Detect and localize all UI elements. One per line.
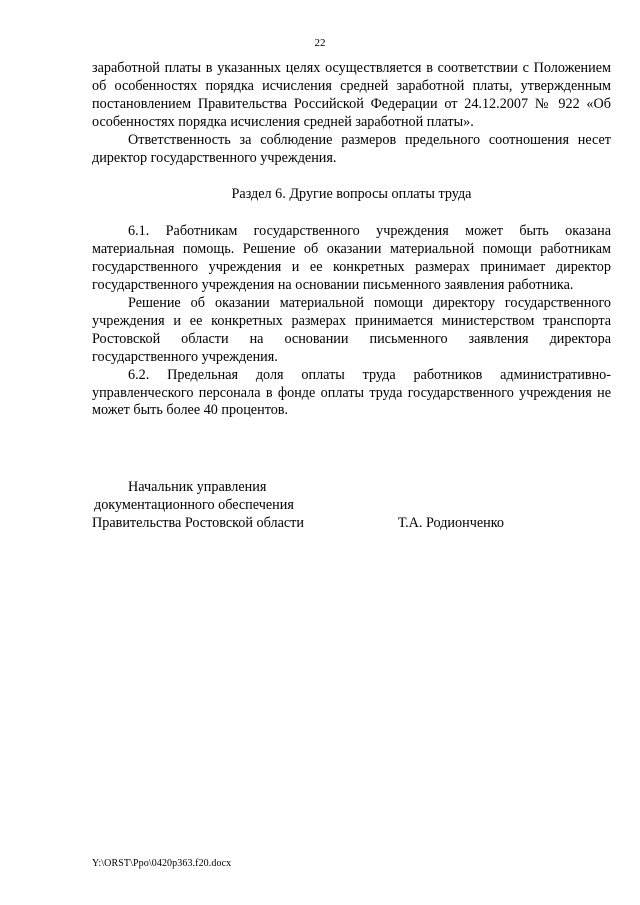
paragraph-continued: заработной платы в указанных целях осуществляется в соответствии с Положением об особенностях порядка исчисления средней заработной платы, утвержденным постановлением Правительства Российской Федерации от 24.12.2007 № 922 «Об особенностях порядка исчисления средней заработной платы».	[92, 60, 611, 130]
signature-row	[92, 514, 504, 532]
paragraph-responsibility: Ответственность за соблюдение размеров предельного соотношения несет директор государственного учреждения.	[92, 131, 611, 166]
signature-title-line-2: документационного обеспечения	[94, 497, 294, 513]
signatory-name: Т.А. Родионченко	[397, 515, 504, 531]
paragraph-6-1: 6.1. Работникам государственного учреждения может быть оказана материальная помощь. Решение об оказании материальной помощи работникам государственного учреждения и ее конкретных размерах принимает директор государственного учреждения на основании письменного заявления работника.	[92, 223, 611, 294]
signature-block	[92, 478, 611, 532]
page-number: 22	[314, 37, 326, 49]
paragraph-director-aid: Решение об оказании материальной помощи директору государственного учреждения и ее конкретных размерах принимается министерством транспорта Ростовской области на основании письменного заявления директора государственного учреждения.	[92, 294, 611, 365]
signature-title-line-1: Начальник управления	[128, 479, 267, 495]
footer-file-path: Y:\ORST\Ppo\0420p363.f20.docx	[92, 858, 232, 869]
section-heading: Раздел 6. Другие вопросы оплаты труда	[231, 186, 472, 203]
signature-title-line-3: Правительства Ростовской области	[92, 515, 304, 531]
paragraph-6-2: 6.2. Предельная доля оплаты труда работников административно-управленческого персонала в фонде оплаты труда государственного учреждения не может быть более 40 процентов.	[92, 366, 611, 419]
document-body	[92, 60, 611, 420]
